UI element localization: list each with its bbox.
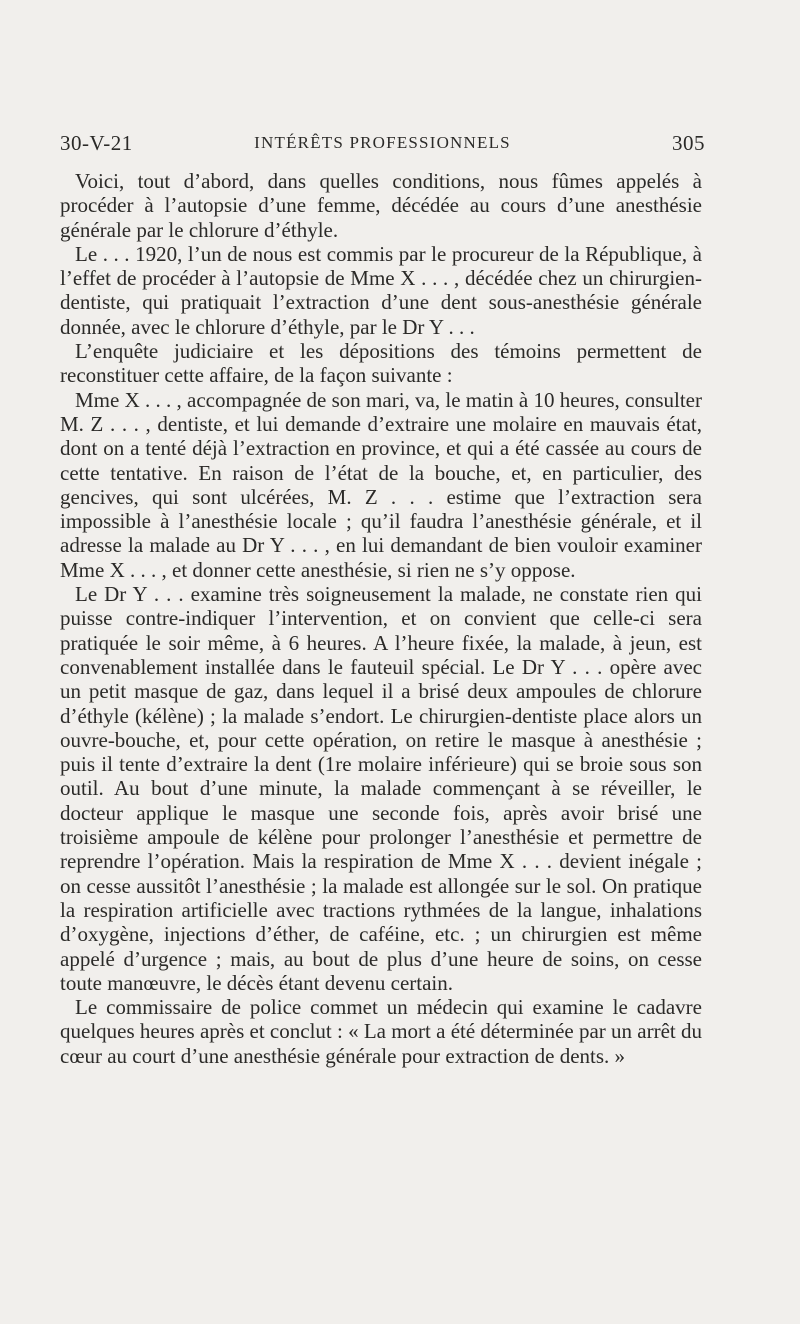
paragraph: Mme X . . . , accompagnée de son mari, va, le matin à 10 heures, consulter M. Z . . . , dentiste, et lui demande d’extraire une molaire en mauvais état, dont on a tenté déjà l’extraction en province, et qui a été cassée au cours de cette tentative. En raison de l’état de la bouche, et, en particulier, des gencives, qui sont ulcérées, M. Z . . . estime que l’extraction sera impossible à l’anesthésie locale ; qu’il faudra l’anesthésie générale, et il adresse la malade au Dr Y . . . , en lui demandant de bien vouloir examiner Mme X . . . , et donner cette anesthésie, si rien ne s’y oppose. [60,387,702,582]
header-date: 30-V-21 [60,131,133,155]
header-title: INTÉRÊTS PROFESSIONNELS [254,133,511,152]
paragraph: Le Dr Y . . . examine très soigneusement la malade, ne constate rien qui puisse contre-indiquer l’intervention, et on convient que celle-ci sera pratiquée le soir même, à 6 heures. A l’heure fixée, la malade, à jeun, est convenablement installée dans le fauteuil spécial. Le Dr Y . . . opère avec un petit masque de gaz, dans lequel il a brisé deux ampoules de chlorure d’éthyle (kélène) ; la malade s’endort. Le chirurgien-dentiste place alors un ouvre-bouche, et, pour cette opération, on retire le masque à anesthésie ; puis il tente d’extraire la dent (1re molaire inférieure) qui se broie sous son outil. Au bout d’une minute, la malade commençant à se réveiller, le docteur applique le masque une seconde fois, après avoir brisé une troisième ampoule de kélène pour prolonger l’anesthésie et permettre de reprendre l’opération. Mais la respiration de Mme X . . . devient inégale ; on cesse aussitôt l’anesthésie ; la malade est allongée sur le sol. On pratique la respiration artificielle avec tractions rythmées de la langue, inhalations d’oxygène, injections d’éther, de caféine, etc. ; un chirurgien est même appelé d’urgence ; mais, au bout de plus d’une heure de soins, on cesse toute manœuvre, le décès étant devenu certain. [60,582,702,995]
running-header [60,131,705,159]
paragraph: Le . . . 1920, l’un de nous est commis par le procureur de la République, à l’effet de procéder à l’autopsie de Mme X . . . , décédée chez un chirurgien-dentiste, qui pratiquait l’extraction d’une dent sous-anesthésie générale donnée, avec le chlorure d’éthyle, par le Dr Y . . . [60,241,702,339]
paragraph: Voici, tout d’abord, dans quelles conditions, nous fûmes appelés à procéder à l’autopsie d’une femme, décédée au cours d’une anesthésie générale par le chlorure d’éthyle. [60,169,702,242]
page-number: 305 [672,131,705,155]
article-body [60,169,702,1068]
paragraph: Le commissaire de police commet un médecin qui examine le cadavre quelques heures après et conclut : « La mort a été déterminée par un arrêt du cœur au court d’une anesthésie générale pour extraction de dents. » [60,995,702,1068]
paragraph: L’enquête judiciaire et les dépositions des témoins permettent de reconstituer cette affaire, de la façon suivante : [60,339,702,388]
